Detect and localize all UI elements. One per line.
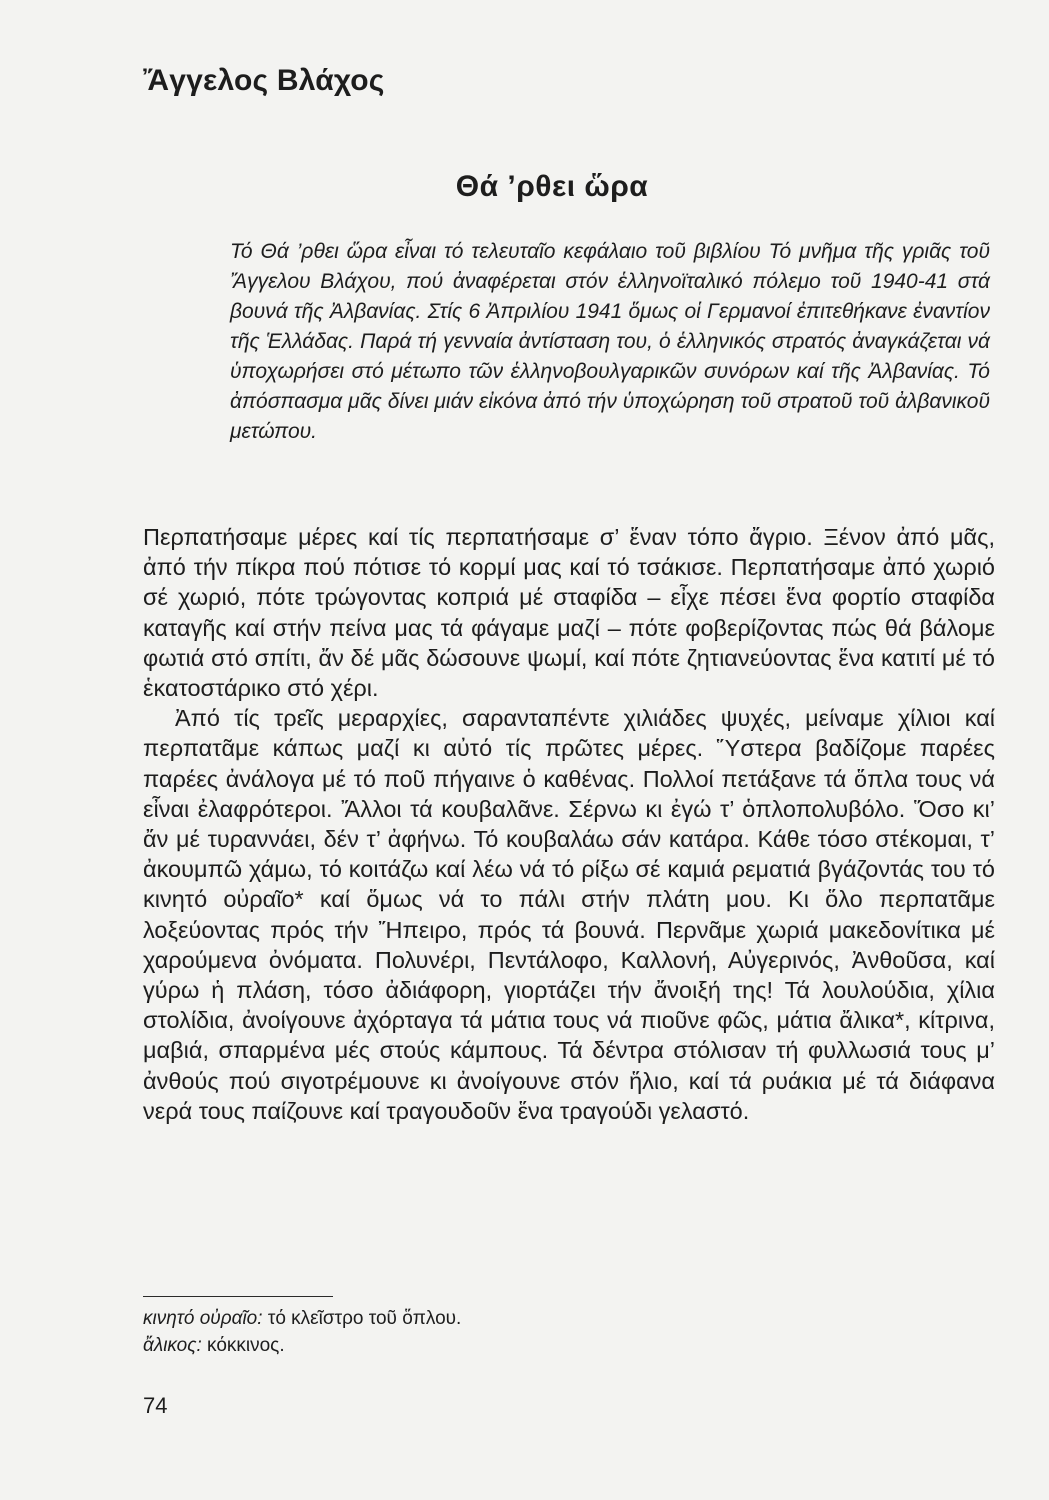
body-paragraph: Ἀπό τίς τρεῖς μεραρχίες, σαρανταπέντε χιλιάδες ψυχές, μείναμε χίλιοι καί περπατᾶμε κάπως μαζί κι αὐτό τίς πρῶτες μέρες. Ὕστερα βαδίζομε παρέες παρέες ἀνάλογα μέ τό ποῦ πήγαινε ὁ καθένας. Πολλοί πετάξανε τά ὅπλα τους νά εἶναι ἐλαφρότεροι. Ἄλλοι τά κουβαλᾶνε. Σέρνω κι ἐγώ τ’ ὁπλοπολυβόλο. Ὅσο κι’ ἄν μέ τυραννάει, δέν τ’ ἀφήνω. Τό κουβαλάω σάν κατάρα. Κάθε τόσο στέκομαι, τ’ ἀκουμπῶ χάμω, τό κοιτάζω καί λέω νά τό ρίξω σέ καμιά ρεματιά βγάζοντάς του τό κινητό οὐραῖο* καί ὅμως νά το πάλι στήν πλάτη μου. Κι ὅλο περπατᾶμε λοξεύοντας πρός τήν Ἤπειρο, πρός τά βουνά. Περνᾶμε χωριά μακεδονίτικα μέ χαρούμενα ὀνόματα. Πολυνέρι, Πεντάλοφο, Καλλονή, Αὐγερινός, Ἀνθοῦσα, καί γύρω ἡ πλάση, τόσο ἀδιάφορη, γιορτάζει τήν ἄνοιξή της! Τά λουλούδια, χίλια στολίδια, ἀνοίγουνε ἀχόρταγα τά μάτια τους νά πιοῦνε φῶς, μάτια ἄλικα*, κίτρινα, μαβιά, σπαρμένα μές στούς κάμπους. Τά δέντρα στόλισαν τή φυλλωσιά τους μ’ ἀνθούς πού σιγοτρέμουνε κι ἀνοίγουνε στόν ἥλιο, καί τά ρυάκια μέ τά διάφανα νερά τους παίζουνε καί τραγουδοῦν ἕνα τραγούδι γελαστό.	[143, 705, 995, 1124]
footnote-divider	[143, 1296, 333, 1297]
footnotes	[143, 1305, 743, 1359]
intro-paragraph: Τό Θά ’ρθει ὥρα εἶναι τό τελευταῖο κεφάλαιο τοῦ βιβλίου Τό μνῆμα τῆς γριᾶς τοῦ Ἄγγελου Βλάχου, πού ἀναφέρεται στόν ἑλληνοϊταλικό πόλεμο τοῦ 1940-41 στά βουνά τῆς Ἀλβανίας. Στίς 6 Ἀπριλίου 1941 ὅμως οἱ Γερμανοί ἐπιτεθήκανε ἐναντίον τῆς Ἑλλάδας. Παρά τή γενναία ἀντίσταση του, ὁ ἑλληνικός στρατός ἀναγκάζεται νά ὑποχωρήσει στό μέτωπο τῶν ἑλληνοβουλγαρικῶν συνόρων καί τῆς Ἀλβανίας. Τό ἀπόσπασμα μᾶς δίνει μιάν εἰκόνα ἀπό τήν ὑποχώρηση τοῦ στρατοῦ τοῦ ἀλβανικοῦ μετώπου.	[230, 240, 990, 443]
chapter-title: Θά ’ρθει ὥρα	[455, 170, 649, 203]
footnote-definition: κόκκινος.	[207, 1335, 285, 1356]
author-name: Ἄγγελος Βλάχος	[143, 64, 385, 97]
footnote-definition: τό κλεῖστρο τοῦ ὅπλου.	[267, 1308, 462, 1329]
page-number: 74	[143, 1393, 168, 1418]
main-text	[143, 522, 995, 1126]
footnote-term: κινητό οὐραῖο:	[143, 1308, 263, 1329]
footnote-item	[143, 1332, 743, 1359]
footnote-item	[143, 1305, 743, 1332]
body-paragraph: Περπατήσαμε μέρες καί τίς περπατήσαμε σ’ ἕναν τόπο ἄγριο. Ξένον ἀπό μᾶς, ἀπό τήν πίκρα πού πότισε τό κορμί μας καί τό τσάκισε. Περπατήσαμε ἀπό χωριό σέ χωριό, πότε τρώγοντας κοπριά μέ σταφίδα – εἶχε πέσει ἕνα φορτίο σταφίδα καταγῆς καί στήν πείνα μας τά φάγαμε μαζί – πότε φοβερίζοντας πώς θά βάλομε φωτιά στό σπίτι, ἄν δέ μᾶς δώσουνε ψωμί, καί πότε ζητιανεύοντας ἕνα κατιτί μέ τό ἑκατοστάρικο στό χέρι.	[143, 524, 995, 702]
footnote-term: ἄλικος:	[143, 1335, 202, 1356]
